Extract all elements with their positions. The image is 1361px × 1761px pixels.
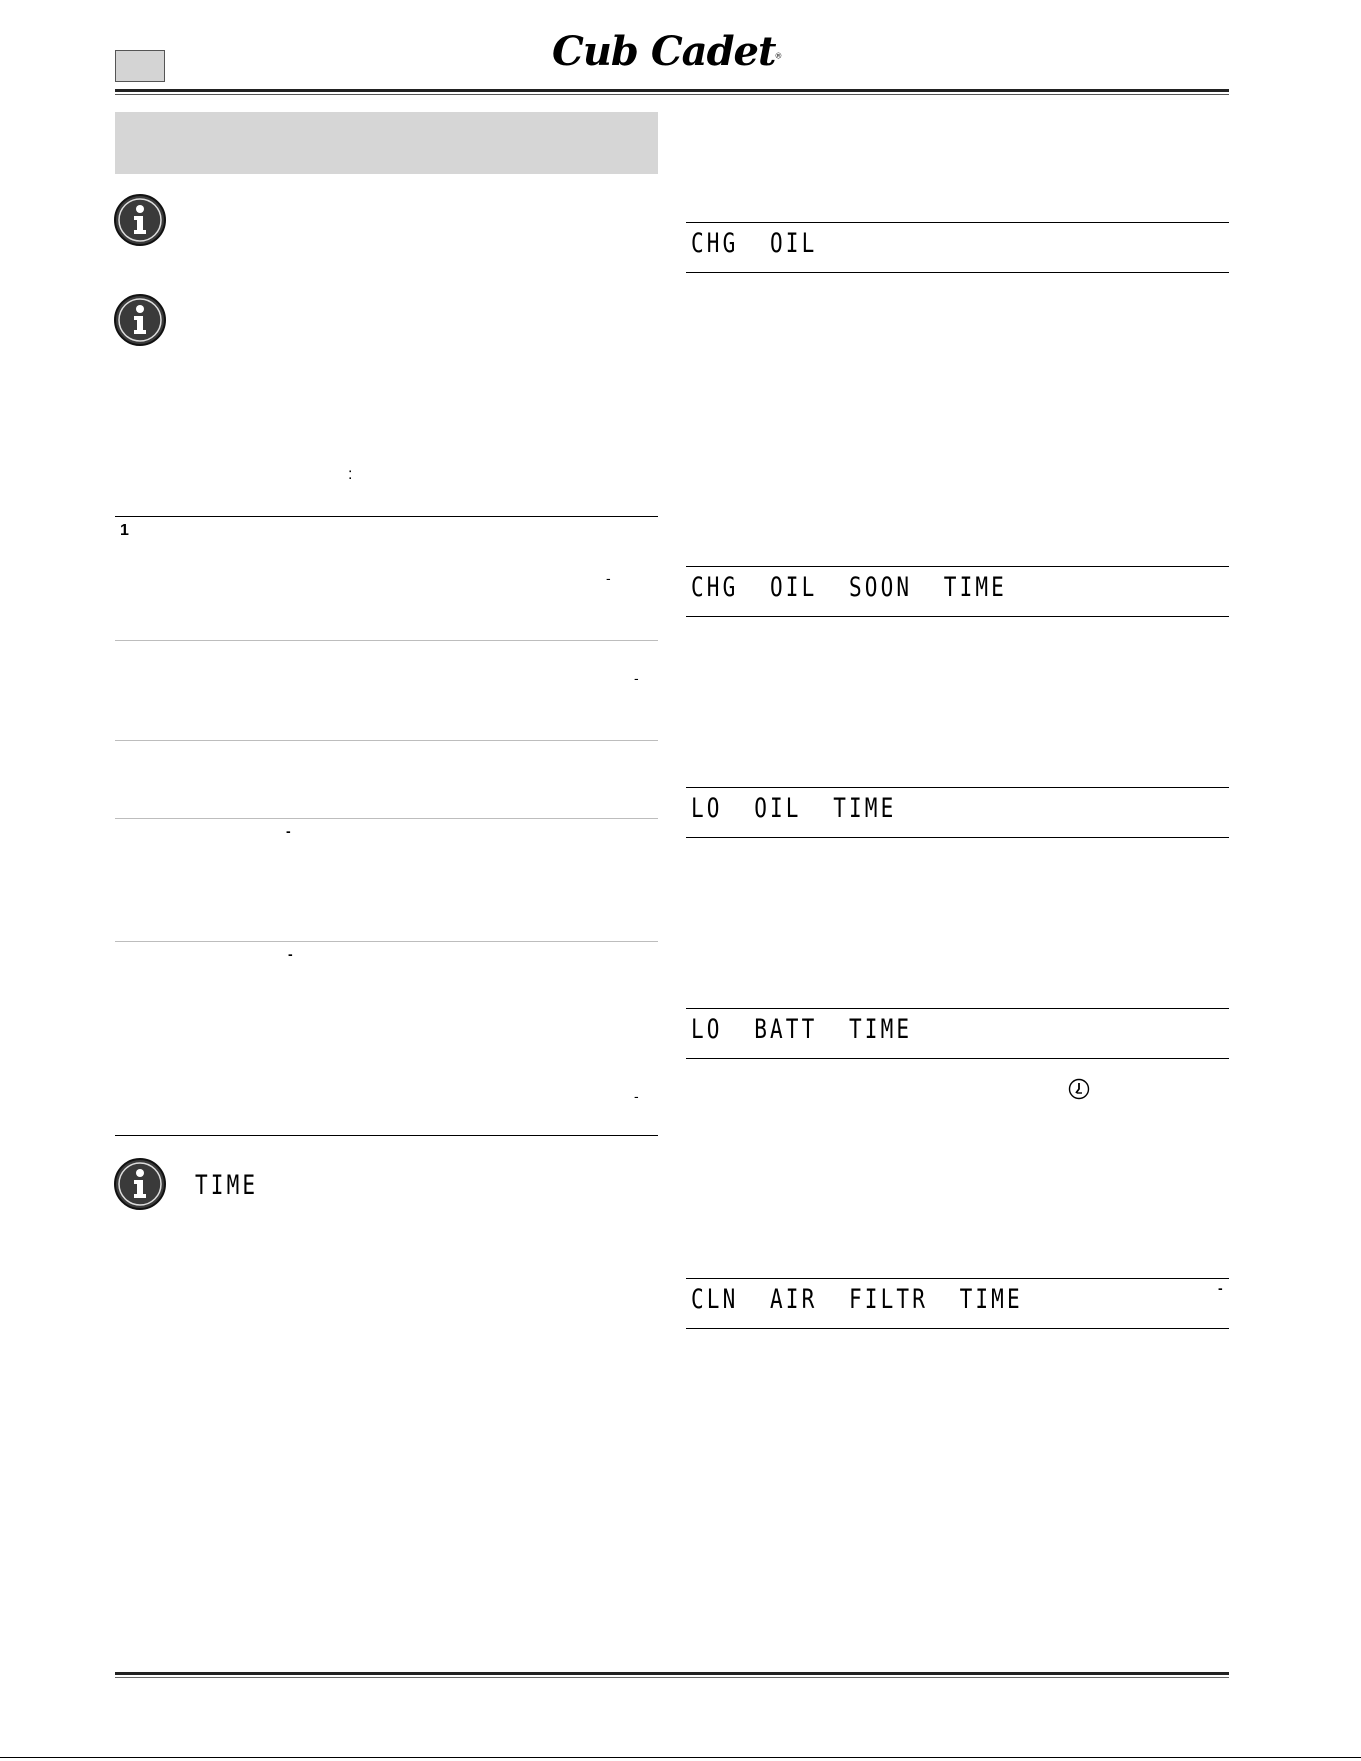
hyphen-mark: - [634, 1088, 639, 1104]
brand-logo-text: Cub Cadet [552, 28, 776, 75]
table-top-rule [115, 516, 658, 517]
message-rule-bottom [686, 272, 1229, 273]
table-row-divider [115, 740, 658, 741]
section-heading-band [115, 112, 658, 174]
message-rule-top [686, 566, 1229, 567]
message-rule-top [686, 1008, 1229, 1009]
message-rule-bottom [686, 616, 1229, 617]
registered-mark: ® [775, 51, 782, 61]
message-rule-bottom [686, 1058, 1229, 1059]
table-row-number: 1 [120, 522, 129, 539]
message-rule-top [686, 787, 1229, 788]
table-row-divider [115, 941, 658, 942]
lcd-message-lo-batt: LO BATT TIME [691, 1014, 913, 1045]
hyphen-mark: - [634, 670, 639, 686]
page-edge-rule [0, 1757, 1361, 1758]
table-row-divider [115, 640, 658, 641]
lcd-message-chg-oil: CHG OIL [691, 228, 818, 259]
note-lcd-time: TIME [195, 1170, 259, 1201]
header-rule [115, 89, 1229, 92]
message-rule-top [686, 1278, 1229, 1279]
info-icon [113, 193, 167, 247]
message-rule-top [686, 222, 1229, 223]
hyphen-mark: - [288, 946, 293, 962]
hyphen-mark: - [606, 570, 611, 586]
hyphen-mark: - [286, 823, 291, 839]
lcd-message-lo-oil: LO OIL TIME [691, 793, 897, 824]
info-icon [113, 1157, 167, 1211]
table-colon: : [348, 466, 353, 483]
message-rule-bottom [686, 837, 1229, 838]
language-tab [115, 50, 165, 82]
footer-rule [115, 1672, 1229, 1675]
table-row-divider [115, 818, 658, 819]
lcd-message-cln-air-filtr: CLN AIR FILTR TIME [691, 1284, 1023, 1315]
message-rule-bottom [686, 1328, 1229, 1329]
hyphen-mark: - [1218, 1280, 1223, 1296]
header-rule-thin [115, 94, 1229, 95]
table-bottom-rule [115, 1135, 658, 1136]
clock-icon [1068, 1078, 1090, 1100]
brand-logo [552, 28, 792, 76]
info-icon [113, 293, 167, 347]
footer-rule-thin [115, 1677, 1229, 1678]
lcd-message-chg-oil-soon: CHG OIL SOON TIME [691, 572, 1007, 603]
